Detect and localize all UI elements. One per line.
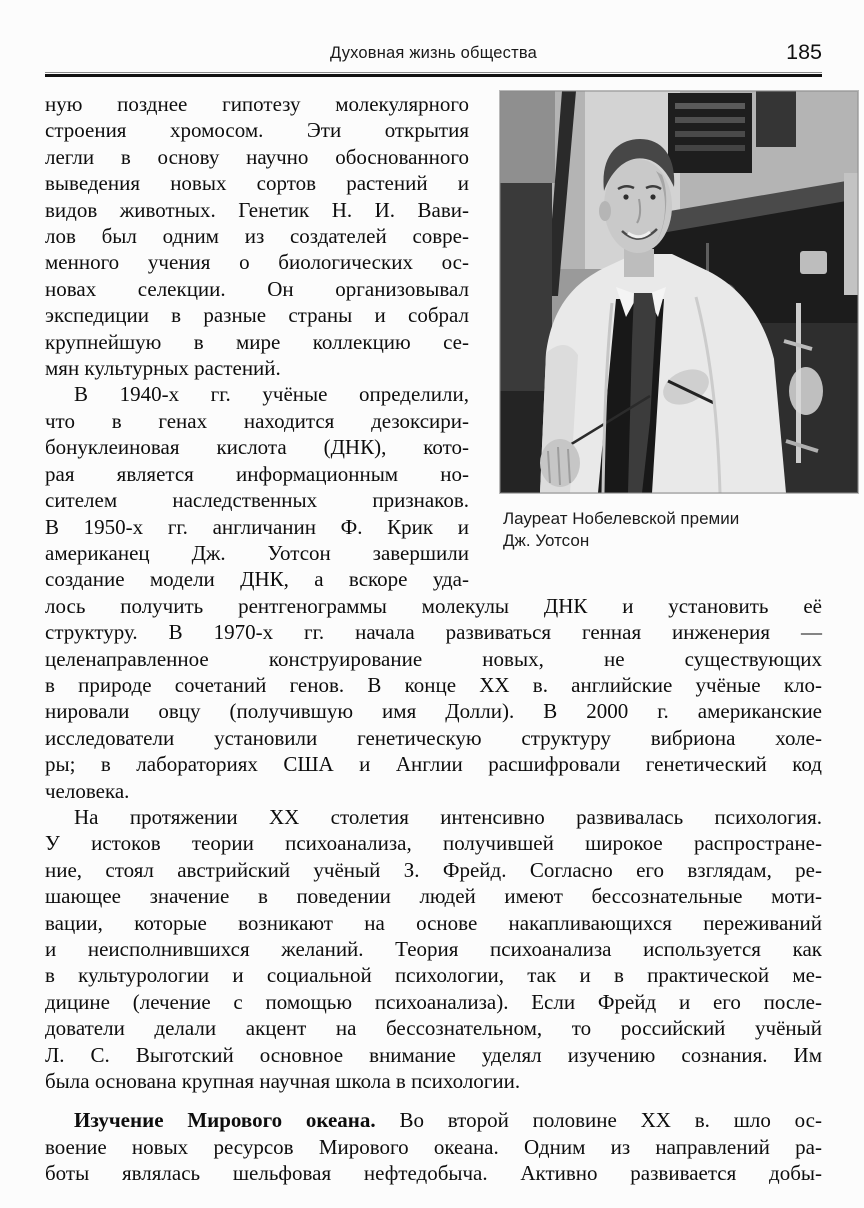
text-line: ную позднее гипотезу молекулярного xyxy=(45,92,469,116)
top-section xyxy=(45,91,822,593)
text-line: дицине (лечение с помощью психоанализа). Если Фрейд и его после- xyxy=(45,989,822,1014)
paragraph xyxy=(45,381,469,592)
text-line: американец Дж. Уотсон завершили xyxy=(45,540,469,565)
text-line: нировали овцу (получившую имя Долли). В 2000 г. американские xyxy=(45,699,822,724)
photo-figure xyxy=(500,91,858,552)
text-line: лов был одним из создателей совре- xyxy=(45,224,469,249)
text-line: новах селекции. Он организовывал xyxy=(45,276,469,301)
text-line: шающее значение в поведении людей имеют бессознательные моти- xyxy=(45,884,822,909)
text-line: целенаправленное конструирование новых, не существующих xyxy=(45,646,822,671)
running-head xyxy=(45,40,822,68)
text-line: экспедиции в разные страны и собрал xyxy=(45,303,469,328)
text-line: На протяжении XX столетия интенсивно развивалась психология. xyxy=(74,804,822,829)
paragraph xyxy=(45,1107,822,1186)
left-text-column xyxy=(45,91,469,593)
text-line: что в генах находится дезоксири- xyxy=(45,408,469,433)
paragraph xyxy=(45,804,822,1094)
text-line: видов животных. Генетик Н. И. Вави- xyxy=(45,197,469,222)
text-line: боты являлась шельфовая нефтедобыча. Активно развивается добы- xyxy=(45,1161,822,1186)
text-line: сителем наследственных признаков. xyxy=(45,488,469,513)
header-rule xyxy=(45,72,822,77)
text-line: и неисполнившихся желаний. Теория психоанализа используется как xyxy=(45,937,822,961)
watson-lab-photo xyxy=(500,91,858,493)
text-line: крупнейшую в мире коллекцию се- xyxy=(45,329,469,354)
running-head-title: Духовная жизнь общества xyxy=(329,44,538,62)
text-line: ние, стоял австрийский учёный З. Фрейд. Согласно его взглядам, ре- xyxy=(45,857,822,882)
text-line: Л. С. Выготский основное внимание уделял изучению сознания. Им xyxy=(45,1042,822,1067)
text-line: ры; в лабораториях США и Англии расшифровали генетический код xyxy=(45,752,822,777)
text-line: строения хромосом. Эти открытия xyxy=(45,118,469,143)
paragraph xyxy=(45,593,822,804)
photo-caption-line2: Дж. Уотсон xyxy=(503,531,590,550)
watson-photo-illustration xyxy=(500,91,858,493)
text-line: дователи делали акцент на бессознательном, то российский учёный xyxy=(45,1016,822,1041)
text-line: В 1940-х гг. учёные определили, xyxy=(74,382,469,407)
text-line: в культурологии и социальной психологии, так и в практической ме- xyxy=(45,963,822,988)
text-line: вации, которые возникают на основе накапливающихся переживаний xyxy=(45,910,822,935)
text-line: была основана крупная научная школа в психологии. xyxy=(45,1069,521,1094)
photo-caption xyxy=(500,508,858,552)
text-line: Изучение Мирового океана. Во второй половине XX в. шло ос- xyxy=(74,1108,822,1133)
text-line: У истоков теории психоанализа, получившей широкое распростране- xyxy=(45,831,822,856)
section-heading-bold: Изучение Мирового океана. xyxy=(74,1108,376,1133)
text-line: выведения новых сортов растений и xyxy=(45,171,469,196)
main-text-block xyxy=(45,593,822,1187)
page-number: 185 xyxy=(786,40,822,64)
text-line: В 1950-х гг. англичанин Ф. Крик и xyxy=(45,514,469,539)
text-line: рая является информационным но- xyxy=(45,461,469,486)
text-line: бонуклеиновая кислота (ДНК), кото- xyxy=(45,435,469,460)
text-line: в природе сочетаний генов. В конце XX в. английские учёные кло- xyxy=(45,672,822,697)
text-line: лось получить рентгенограммы молекулы ДНК и установить её xyxy=(45,593,822,618)
text-line: создание модели ДНК, а вскоре уда- xyxy=(45,567,469,592)
photo-caption-line1: Лауреат Нобелевской премии xyxy=(503,509,740,528)
text-line: воение новых ресурсов Мирового океана. Одним из направлений ра- xyxy=(45,1134,822,1159)
text-line: человека. xyxy=(45,778,130,803)
text-line: мян культурных растений. xyxy=(45,356,281,381)
text-line: менного учения о биологических ос- xyxy=(45,250,469,275)
text-line: исследователи установили генетическую структуру вибриона холе- xyxy=(45,725,822,750)
paragraph xyxy=(45,91,469,381)
text-line: легли в основу научно обоснованного xyxy=(45,144,469,169)
text-line: структуру. В 1970-х гг. начала развиваться генная инженерия — xyxy=(45,620,822,645)
